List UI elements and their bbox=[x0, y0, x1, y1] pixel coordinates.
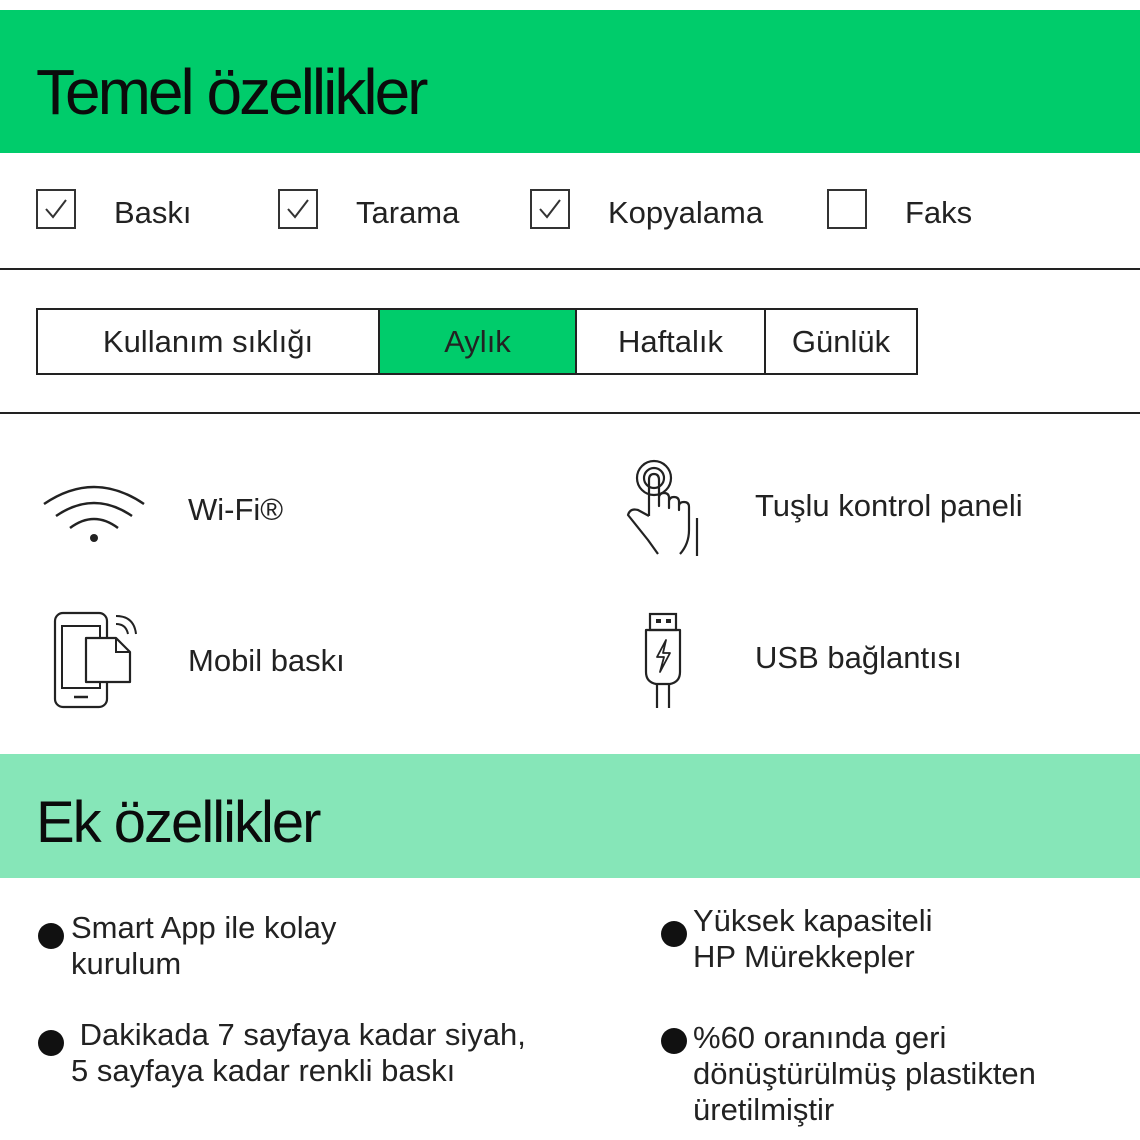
extra-item-easy-setup bbox=[71, 910, 336, 982]
extra-item-recycled-plastic bbox=[693, 1020, 1036, 1128]
feature-control-panel-label: Tuşlu kontrol paneli bbox=[755, 488, 1023, 523]
usage-option-daily[interactable]: Günlük bbox=[791, 323, 891, 359]
feature-mobile-print-label: Mobil baskı bbox=[188, 643, 345, 678]
function-fax-label: Faks bbox=[905, 195, 973, 230]
feature-usb-label: USB bağlantısı bbox=[755, 640, 962, 675]
usage-frequency-label: Kullanım sıklığı bbox=[38, 310, 380, 373]
extra-item-line: 5 sayfaya kadar renkli baskı bbox=[71, 1053, 456, 1088]
bullet-icon bbox=[661, 1028, 687, 1054]
bullet-icon bbox=[38, 1030, 64, 1056]
check-icon bbox=[284, 195, 312, 223]
extra-item-line: üretilmiştir bbox=[693, 1092, 835, 1127]
touch-hand-icon bbox=[622, 458, 702, 560]
extra-item-line: HP Mürekkepler bbox=[693, 939, 915, 974]
extra-item-line: Yüksek kapasiteli bbox=[693, 903, 933, 938]
usage-frequency-selector bbox=[36, 308, 918, 375]
extra-item-line: kurulum bbox=[71, 946, 182, 981]
extra-features-band bbox=[0, 754, 1140, 878]
function-checklist bbox=[0, 185, 1140, 245]
bullet-icon bbox=[38, 923, 64, 949]
usage-option-monthly[interactable]: Aylık bbox=[380, 310, 577, 373]
extra-item-line: dönüştürülmüş plastikten bbox=[693, 1056, 1036, 1091]
extra-item-high-capacity-ink bbox=[693, 903, 933, 975]
check-icon bbox=[42, 195, 70, 223]
mobile-print-icon bbox=[52, 610, 138, 710]
header-band bbox=[0, 10, 1140, 153]
function-scan-label: Tarama bbox=[356, 195, 460, 230]
checkbox-fax[interactable] bbox=[827, 189, 867, 229]
divider bbox=[0, 268, 1140, 270]
wifi-icon bbox=[40, 478, 148, 544]
checkbox-copy[interactable] bbox=[530, 189, 570, 229]
extra-item-line: %60 oranında geri bbox=[693, 1020, 947, 1055]
feature-wifi-label: Wi-Fi® bbox=[188, 492, 284, 527]
checkbox-scan[interactable] bbox=[278, 189, 318, 229]
bullet-icon bbox=[661, 921, 687, 947]
usage-option-weekly[interactable]: Haftalık bbox=[577, 310, 766, 373]
page-title: Temel özellikler bbox=[36, 56, 426, 128]
divider bbox=[0, 412, 1140, 414]
extra-item-line: Smart App ile kolay bbox=[71, 910, 337, 945]
checkbox-print[interactable] bbox=[36, 189, 76, 229]
function-copy-label: Kopyalama bbox=[608, 195, 764, 230]
extra-features-title: Ek özellikler bbox=[36, 790, 320, 855]
extra-item-line: Dakikada 7 sayfaya kadar siyah, bbox=[71, 1017, 526, 1052]
usb-icon bbox=[642, 610, 686, 710]
check-icon bbox=[536, 195, 564, 223]
extra-item-print-speed bbox=[71, 1017, 526, 1089]
function-print-label: Baskı bbox=[114, 195, 192, 230]
